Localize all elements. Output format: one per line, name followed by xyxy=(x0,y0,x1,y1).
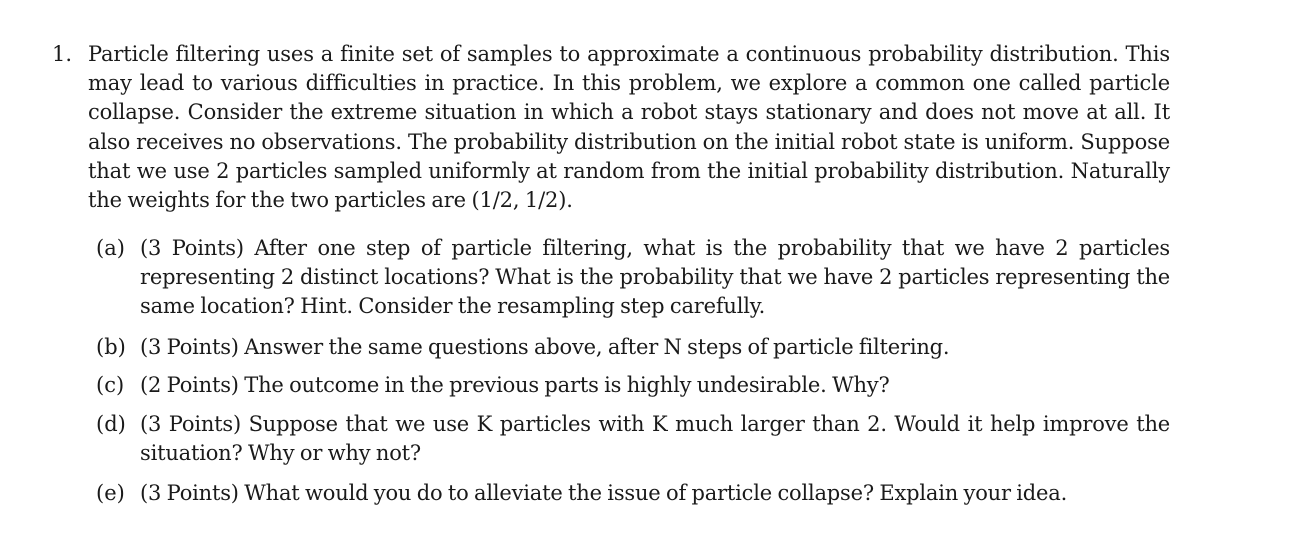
part-b xyxy=(96,333,1170,362)
part-label: (d) xyxy=(96,412,126,436)
part-text: (3 Points) After one step of particle filtering, what is the probability that we have 2 particles representing 2 distinct locations? What is the probability that we have 2 particles representing the same location? Hint. Consider the resampling step carefully. xyxy=(140,236,1170,319)
part-text: (3 Points) What would you do to alleviate the issue of particle collapse? Explain your idea. xyxy=(140,481,1068,505)
part-label: (c) xyxy=(96,373,125,397)
part-e xyxy=(96,479,1170,508)
problem-number: 1. xyxy=(52,42,73,66)
part-label: (b) xyxy=(96,335,126,359)
part-d xyxy=(96,410,1170,468)
part-c xyxy=(96,371,1170,400)
part-text: (3 Points) Suppose that we use K particles with K much larger than 2. Would it help improve the situation? Why or why not? xyxy=(140,412,1170,466)
part-label: (a) xyxy=(96,236,125,260)
part-a xyxy=(96,234,1170,322)
part-text: (3 Points) Answer the same questions above, after N steps of particle filtering. xyxy=(140,335,950,359)
part-text: (2 Points) The outcome in the previous parts is highly undesirable. Why? xyxy=(140,373,890,397)
problem-intro: Particle filtering uses a finite set of samples to approximate a continuous probability distribution. This may lead to various difficulties in practice. In this problem, we explore a common one called particle collapse. Consider the extreme situation in which a robot stays stationary and does not move at all. It also receives no observations. The probability distribution on the initial robot state is uniform. Suppose that we use 2 particles sampled uniformly at random from the initial probability distribution. Naturally the weights for the two particles are (1/2, 1/2). xyxy=(88,42,1170,213)
part-label: (e) xyxy=(96,481,125,505)
